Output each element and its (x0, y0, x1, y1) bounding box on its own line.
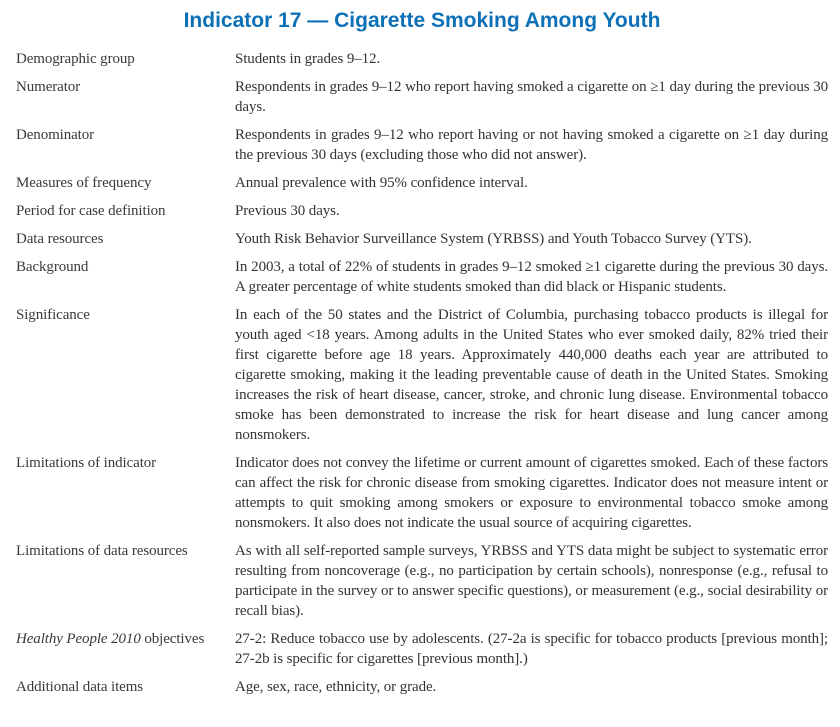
row-label-regular-part: objectives (140, 631, 205, 647)
row-value: 27-2: Reduce tobacco use by adolescents. (27-2a is specific for tobacco products [previous month]; 27-2b is specific for cigarettes [previous month].) (235, 631, 828, 667)
row-label-italic-part: Healthy People 2010 (16, 631, 141, 647)
row-value: Respondents in grades 9–12 who report having or not having smoked a cigarette on ≥1 day during the previous 30 days (excluding those who did not answer). (235, 127, 828, 163)
row-label: Measures of frequency (16, 175, 152, 191)
row-value: As with all self-reported sample surveys, YRBSS and YTS data might be subject to systematic error resulting from noncoverage (e.g., no participation by certain schools), nonresponse (e.g., refusal to participate in the survey or to answer specific questions), or measurement (e.g., social desirability or recall bias). (235, 543, 828, 619)
row-value: Annual prevalence with 95% confidence interval. (235, 175, 528, 191)
row-label: Numerator (16, 79, 81, 95)
row-label: Additional data items (16, 679, 144, 695)
row-value: Respondents in grades 9–12 who report having smoked a cigarette on ≥1 day during the previous 30 days. (235, 79, 828, 115)
row-label: Limitations of indicator (16, 455, 157, 471)
page-title: Indicator 17 — Cigarette Smoking Among Youth (183, 9, 661, 32)
row-value: Previous 30 days. (235, 203, 340, 219)
indicator-definition-table (16, 49, 828, 697)
row-label: Limitations of data resources (16, 543, 188, 559)
row-label: Significance (16, 307, 90, 323)
row-label (16, 629, 235, 669)
row-value: In 2003, a total of 22% of students in grades 9–12 smoked ≥1 cigarette during the previous 30 days. A greater percentage of white students smoked than did black or Hispanic students. (235, 259, 828, 295)
row-label: Background (16, 259, 89, 275)
row-label: Demographic group (16, 51, 135, 67)
row-value: Age, sex, race, ethnicity, or grade. (235, 679, 437, 695)
row-label: Data resources (16, 231, 104, 247)
row-label: Period for case definition (16, 203, 166, 219)
row-value: Students in grades 9–12. (235, 51, 381, 67)
row-value: Youth Risk Behavior Surveillance System (YRBSS) and Youth Tobacco Survey (YTS). (235, 231, 752, 247)
row-value: In each of the 50 states and the District of Columbia, purchasing tobacco products is illegal for youth aged <18 years. Among adults in the United States who ever smoked daily, 82% tried their first cigarette before age 18 years. Approximately 440,000 deaths each year are attributed to cigarette smoking, making it the leading preventable cause of death in the United States. Smoking increases the risk of heart disease, cancer, stroke, and chronic lung disease. Environmental tobacco smoke has been demonstrated to increase the risk for heart disease and lung cancer among nonsmokers. (235, 307, 828, 443)
row-value: Indicator does not convey the lifetime or current amount of cigarettes smoked. Each of these factors can affect the risk for chronic disease from smoking cigarettes. Indicator does not measure intent or attempts to quit smoking among smokers or exposure to environmental tobacco smoke among nonsmokers. It also does not indicate the usual source of acquiring cigarettes. (235, 455, 828, 531)
row-label: Denominator (16, 127, 95, 143)
